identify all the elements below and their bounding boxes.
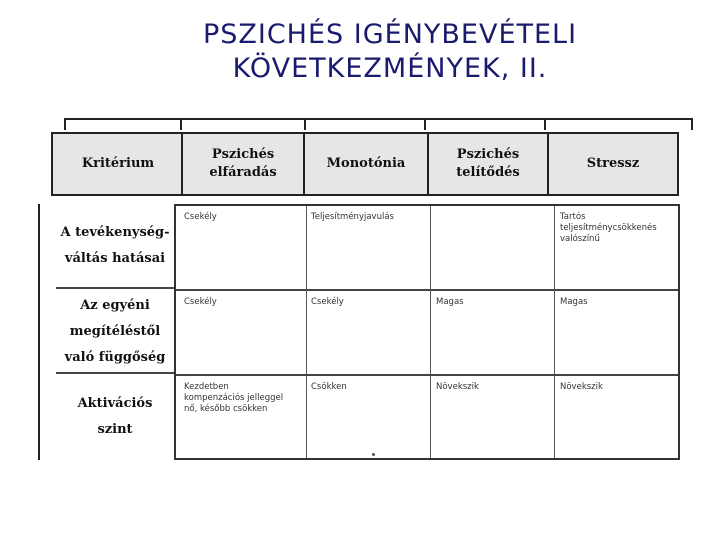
cell-r3-elfaradas: Kezdetben kompenzációs jelleggel nő, később csökken — [184, 382, 284, 414]
cell-r2-stressz: Magas — [560, 297, 588, 307]
cell-r1-stressz: Tartós teljesítménycsökkenés valószínű — [560, 212, 657, 244]
cell-r2-monotonia: Csekély — [311, 297, 344, 307]
row-divider — [176, 374, 678, 376]
strip-divider — [304, 118, 306, 130]
table-left-border — [38, 204, 40, 460]
cell-r2-elfaradas: Csekély — [184, 297, 217, 307]
row-label-aktivacios-szint: Aktivációs szint — [77, 396, 153, 437]
strip-divider — [544, 118, 546, 130]
column-divider — [554, 206, 555, 458]
column-divider — [306, 206, 307, 458]
row-divider — [56, 372, 176, 374]
table-top-strip — [64, 118, 693, 130]
cell-r3-stressz: Növekszik — [560, 382, 603, 392]
table-header-row — [51, 132, 679, 196]
title-line-1: PSZICHÉS IGÉNYBEVÉTELI — [202, 19, 578, 50]
header-stressz: Stressz — [547, 134, 677, 194]
cell-r3-telitodes: Növekszik — [436, 382, 479, 392]
header-kriterium: Kritérium — [81, 156, 155, 171]
row-divider — [176, 289, 678, 291]
scan-speck — [372, 453, 375, 456]
row-label-egyeni-megiteles: Az egyéni megítéléstől való függőség — [64, 298, 166, 365]
strip-divider — [424, 118, 426, 130]
cell-r2-telitodes: Magas — [436, 297, 464, 307]
cell-r1-elfaradas: Csekély — [184, 212, 217, 222]
header-pszichés-elfaradas: Pszichés elfáradás — [181, 134, 303, 194]
cell-r3-monotonia: Csökken — [311, 382, 347, 392]
title-line-2: KÖVETKEZMÉNYEK, II. — [232, 53, 548, 84]
header-monotonia: Monotónia — [303, 134, 427, 194]
strip-divider — [180, 118, 182, 130]
cell-r1-monotonia: Teljesítményjavulás — [311, 212, 394, 222]
column-divider — [430, 206, 431, 458]
row-divider — [56, 287, 176, 289]
header-pszichés-telitodes: Pszichés telítődés — [427, 134, 547, 194]
row-label-tevekenysegvaltas: A tevékenység- váltás hatásai — [60, 225, 170, 266]
